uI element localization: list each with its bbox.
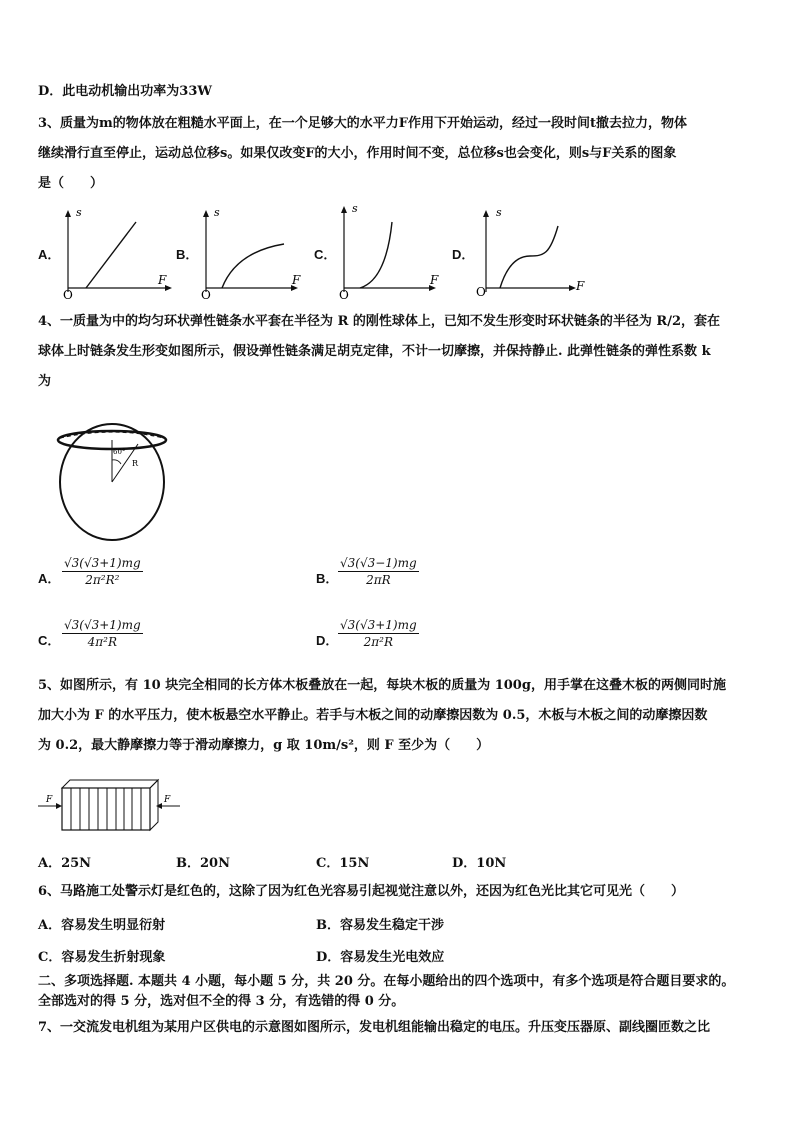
q5-option-b: B．20N xyxy=(176,856,230,871)
q4-text-line3: 为 xyxy=(38,374,52,389)
q5-fig-left-f: F xyxy=(46,795,53,805)
q4-option-c-label: C． xyxy=(38,633,61,648)
q3-graph-b xyxy=(196,204,316,300)
q6-text-line1: 6、马路施工处警示灯是红色的，这除了因为红色光容易引起视觉注意以外，还因为红色光比其它可见光（ ） xyxy=(38,884,685,899)
q7-text-line1: 7、一交流发电机组为某用户区供电的示意图如图所示，发电机组能输出稳定的电压。升压变压器原、副线圈匝数之比 xyxy=(38,1020,711,1035)
q3-option-d-label: D． xyxy=(452,247,475,262)
q3-graph-d-xlabel: F xyxy=(576,279,585,293)
q4-option-c-formula: $\frac{√3(√3+1)mg}{\text{4π²R}}$ xyxy=(64,618,141,649)
section2-text-line1: 二、多项选择题. 本题共 4 小题，每小题 5 分，共 20 分。在每小题给出的四个选项中，有多个选项是符合题目要求的。 xyxy=(38,974,735,989)
q4-option-b-formula: $\frac{√3(√3-1)mg}{2\pi R}$ xyxy=(340,556,417,587)
q4-option-a-label: A． xyxy=(38,571,61,586)
q6-option-a: A．容易发生明显衍射 xyxy=(38,918,166,933)
q3-graph-a-ylabel: s xyxy=(76,206,82,219)
q3-graph-d-origin: O xyxy=(476,285,486,299)
q3-graph-a xyxy=(58,204,178,300)
q3-text-line3: 是（ ） xyxy=(38,176,104,191)
q6-option-c: C．容易发生折射现象 xyxy=(38,950,166,965)
q3-graph-d-ylabel: s xyxy=(496,206,502,219)
section2-text-line2: 全部选对的得 5 分，选对但不全的得 3 分，有选错的得 0 分。 xyxy=(38,994,405,1009)
q3-graph-b-ylabel: s xyxy=(214,206,220,219)
q6-option-b: B．容易发生稳定干涉 xyxy=(316,918,444,933)
q5-option-d: D．10N xyxy=(452,856,507,871)
q3-graph-c xyxy=(334,200,454,300)
q4-option-a-formula: $\frac{√3(√3+1)mg}{\text{2π²R²}}$ xyxy=(64,556,141,587)
q3-option-a-label: A． xyxy=(38,247,61,262)
q3-option-b-label: B． xyxy=(176,247,199,262)
q3-graph-c-origin: O xyxy=(339,288,349,300)
q3-graph-a-xlabel: F xyxy=(158,273,167,287)
q3-option-c-label: C． xyxy=(314,247,337,262)
q4-text-line2: 球体上时链条发生形变如图所示，假设弹性链条满足胡克定律，不计一切摩擦，并保持静止. 此弹性链条的弹性系数 k xyxy=(38,344,711,359)
q3-text-line2: 继续滑行直至停止，运动总位移s。如果仅改变F的大小，作用时间不变，总位移s也会变化，则s与F关系的图象 xyxy=(38,146,677,161)
q5-text-line2: 加大小为 F 的水平压力，使木板悬空水平静止。若手与木板之间的动摩擦因数为 0.5，木板与木板之间的动摩擦因数 xyxy=(38,708,708,723)
q3-graph-b-xlabel: F xyxy=(292,273,301,287)
q5-text-line1: 5、如图所示，有 10 块完全相同的长方体木板叠放在一起，每块木板的质量为 100g，用手掌在这叠木板的两侧同时施 xyxy=(38,678,726,693)
q3-text-line1: 3、质量为m的物体放在粗糙水平面上，在一个足够大的水平力F作用下开始运动，经过一段时间t撤去拉力，物体 xyxy=(38,116,688,131)
q4-fig-r: R xyxy=(132,459,139,468)
q4-sphere-figure xyxy=(50,404,180,544)
q3-graph-b-origin: O xyxy=(201,288,211,300)
q5-fig-right-f: F xyxy=(164,795,171,805)
q5-text-line3: 为 0.2，最大静摩擦力等于滑动摩擦力，g 取 10m/s²，则 F 至少为（ ） xyxy=(38,738,490,753)
q5-option-a: A．25N xyxy=(38,856,92,871)
q4-option-d-formula: $\frac{√3(√3+1)mg}{\text{2π²R}}$ xyxy=(340,618,417,649)
q4-text-line1: 4、一质量为中的均匀环状弹性链条水平套在半径为 R 的刚性球体上，已知不发生形变时环状链条的半径为 R/2，套在 xyxy=(38,314,721,329)
q3-graph-c-ylabel: s xyxy=(352,202,358,215)
q4-option-d-label: D． xyxy=(316,633,339,648)
q2-option-d: D．此电动机输出功率为33W xyxy=(38,84,212,99)
q5-option-c: C．15N xyxy=(316,856,370,871)
q3-graph-c-xlabel: F xyxy=(430,273,439,287)
q4-option-b-label: B． xyxy=(316,571,339,586)
q4-fig-angle: 60° xyxy=(113,448,126,456)
q5-boards-figure xyxy=(38,774,188,834)
q3-graph-d xyxy=(474,204,604,300)
q6-option-d: D．容易发生光电效应 xyxy=(316,950,445,965)
q3-graph-a-origin: O xyxy=(63,288,73,300)
